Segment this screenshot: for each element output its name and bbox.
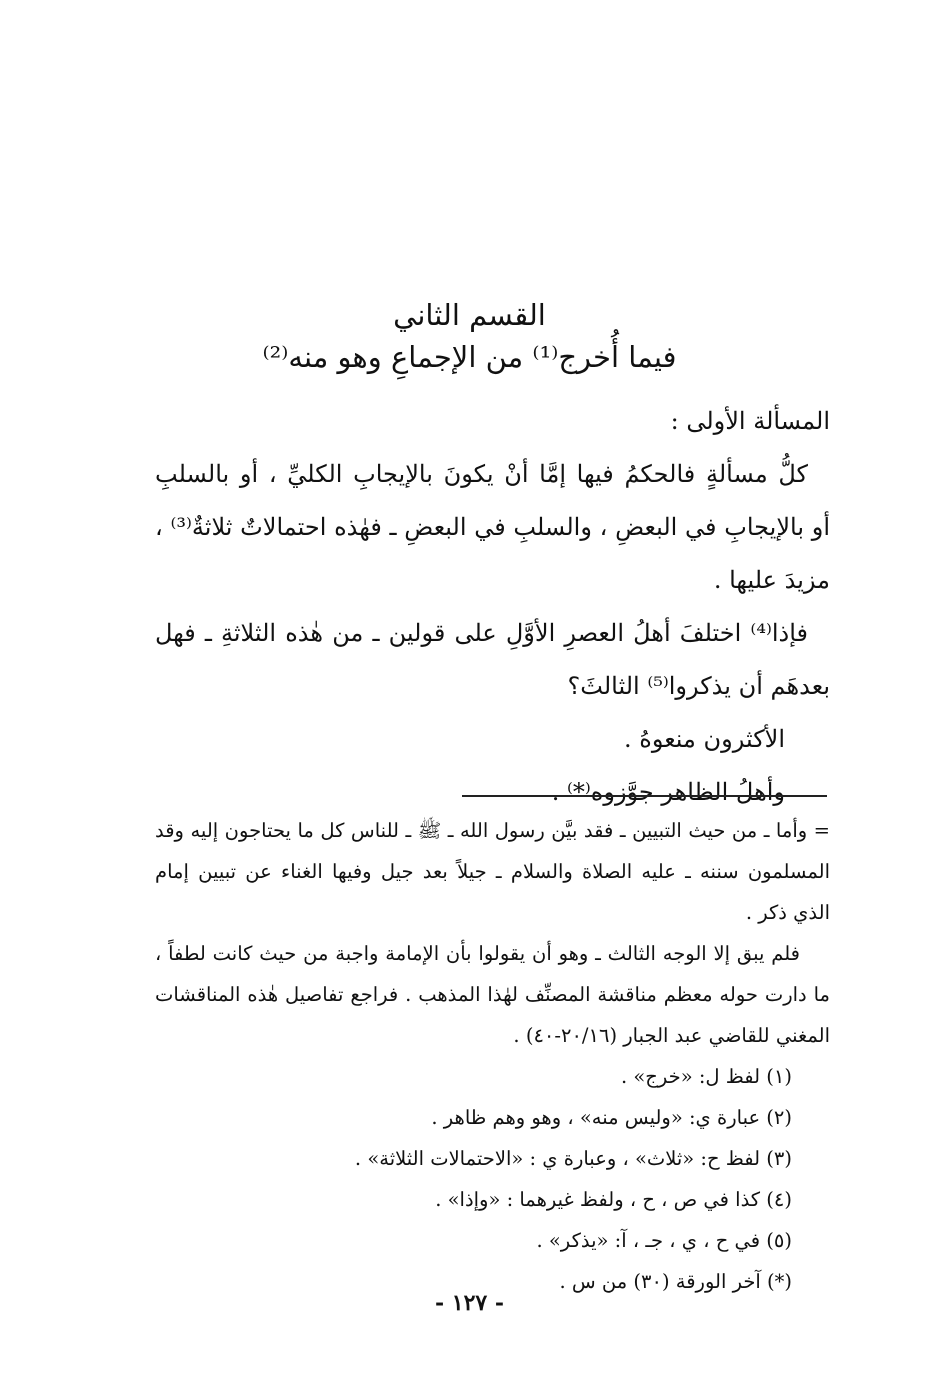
footnote-item: (٣) لفظ ح: «ثلاث» ، وعبارة ي : «الاحتمالات الثلاثة» . <box>354 1147 792 1170</box>
footnote-line: الذي ذكر . <box>745 901 830 924</box>
issue-label: المسألة الأولى : <box>670 407 830 435</box>
paragraph-line: مزيدَ عليها . <box>713 566 830 594</box>
footnote-line: فلم يبق إلا الوجه الثالث ـ وهو أن يقولوا بأن الإمامة واجبة من حيث كانت لطفاً ، <box>155 942 800 965</box>
footnote-item: (*) آخر الورقة (٣٠) من س . <box>559 1270 792 1293</box>
main-text <box>155 395 830 819</box>
page-number: - ١٢٧ - <box>434 1290 505 1316</box>
footnote-item: (٤) كذا في ص ، ح ، ولفظ غيرهما : «وإذا» . <box>435 1188 792 1211</box>
paragraph-line: الأكثرون منعوهُ . <box>623 725 785 753</box>
section-title: القسم الثاني <box>393 298 546 332</box>
footnote-divider <box>462 795 827 797</box>
paragraph-line: وأهلُ الظاهر جوَّزوه⁽*⁾ . <box>551 778 785 806</box>
footnote-item: (٥) في ح ، ي ، جـ ، آ: «يذكر» . <box>536 1229 792 1252</box>
footnote-line: المغني للقاضي عبد الجبار (٢٠/١٦-٤٠) . <box>513 1024 830 1047</box>
footnotes <box>155 810 830 1302</box>
paragraph-line: كلُّ مسألةٍ فالحكمُ فيها إمَّا أنْ يكونَ بالإيجابِ الكليِّ ، أو بالسلبِ <box>155 460 808 488</box>
section-subtitle: فيما أُخرج⁽¹⁾ من الإجماعِ وهو منه⁽²⁾ <box>262 340 677 374</box>
footnote-line: ما دارت حوله معظم مناقشة المصنِّف لهٰذا المذهب . فراجع تفاصيل هٰذه المناقشات <box>155 983 830 1006</box>
footnote-item: (١) لفظ ل: «خرج» . <box>620 1065 792 1088</box>
paragraph-line: أو بالإيجابِ في البعضِ ، والسلبِ في البعضِ ـ فهٰذه احتمالاتٌ ثلاثةٌ⁽³⁾ ، <box>155 513 830 541</box>
footnote-line: = وأما ـ من حيث التبيين ـ فقد بيَّن رسول الله ـ ﷺ ـ للناس كل ما يحتاجون إليه وقد <box>155 819 830 842</box>
footnote-line: المسلمون سننه ـ عليه الصلاة والسلام ـ جيلاً بعد جيل وفيها الغناء عن تبيين إمام <box>155 860 830 883</box>
paragraph-line: بعدهَم أن يذكروا⁽⁵⁾ الثالثَ؟ <box>567 672 830 700</box>
paragraph-line: فإذا⁽⁴⁾ اختلفَ أهلُ العصرِ الأوَّلِ على قولين ـ من هٰذه الثلاثةِ ـ فهل <box>155 619 808 647</box>
footnote-item: (٢) عبارة ي: «وليس منه» ، وهو وهم ظاهر . <box>431 1106 792 1129</box>
